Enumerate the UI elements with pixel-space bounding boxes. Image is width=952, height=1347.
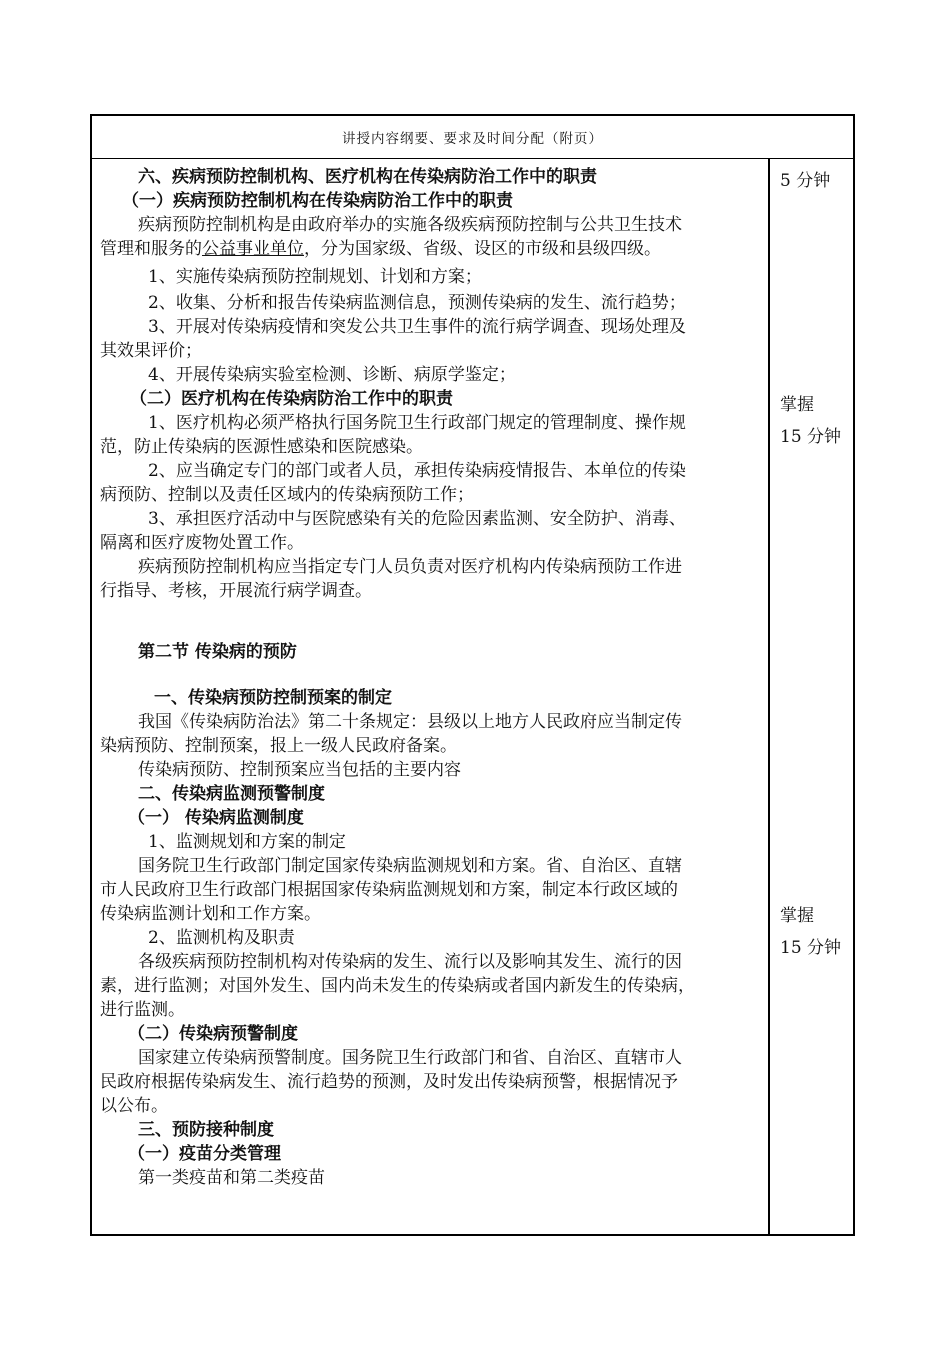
section-heading: 六、疾病预防控制机构、医疗机构在传染病防治工作中的职责 [138,167,597,187]
requirement-label: 掌握 [780,395,814,415]
body-text-line: 行指导、考核，开展流行病学调查。 [100,581,372,601]
section-heading: 二、传染病监测预警制度 [138,784,325,804]
requirement-label: 掌握 [780,906,814,926]
body-text-line: 3、开展对传染病疫情和突发公共卫生事件的流行病学调查、现场处理及 [148,317,686,337]
outline-table [90,114,855,1236]
body-text-line: 传染病监测计划和工作方案。 [100,904,321,924]
body-text-line: 国家建立传染病预警制度。国务院卫生行政部门和省、自治区、直辖市人 [138,1048,682,1068]
text-segment: 管理和服务的 [100,239,202,259]
section-heading: （一） 传染病监测制度 [128,808,304,828]
body-text-line [100,237,661,261]
section-heading: 三、预防接种制度 [138,1120,274,1140]
section-heading: （一）疫苗分类管理 [128,1144,281,1164]
section-heading: （一）疾病预防控制机构在传染病防治工作中的职责 [122,191,513,211]
body-text-line: 2、监测机构及职责 [148,928,295,948]
body-text-line: 进行监测。 [100,1000,185,1020]
body-text-line: 其效果评价； [100,341,202,361]
body-text-line: 2、应当确定专门的部门或者人员，承担传染病疫情报告、本单位的传染 [148,461,686,481]
text-segment: ，分为国家级、省级、设区的市级和县级四级。 [304,239,661,259]
section-heading: （二）医疗机构在传染病防治工作中的职责 [130,389,453,409]
section-heading: 第二节 传染病的预防 [138,642,297,662]
body-text-line: 1、实施传染病预防控制规划、计划和方案； [148,267,482,287]
body-text-line: 隔离和医疗废物处置工作。 [100,533,304,553]
section-heading: （二）传染病预警制度 [128,1024,298,1044]
body-text-line: 范，防止传染病的医源性感染和医院感染。 [100,437,423,457]
body-text-line: 4、开展传染病实验室检测、诊断、病原学鉴定； [148,365,516,385]
body-text-line: 各级疾病预防控制机构对传染病的发生、流行以及影响其发生、流行的因 [138,952,682,972]
body-text-line: 素，进行监测；对国外发生、国内尚未发生的传染病或者国内新发生的传染病， [100,976,695,996]
body-text-line: 我国《传染病防治法》第二十条规定：县级以上地方人民政府应当制定传 [138,712,682,732]
body-text-line: 病预防、控制以及责任区域内的传染病预防工作； [100,485,474,505]
body-text-line: 民政府根据传染病发生、流行趋势的预测，及时发出传染病预警，根据情况予 [100,1072,678,1092]
body-text-line: 疾病预防控制机构应当指定专门人员负责对医疗机构内传染病预防工作进 [138,557,682,577]
time-allocation: 15 分钟 [780,427,842,447]
body-text-line: 市人民政府卫生行政部门根据国家传染病监测规划和方案，制定本行政区域的 [100,880,678,900]
body-text-line: 第一类疫苗和第二类疫苗 [138,1168,325,1188]
body-text-line: 1、医疗机构必须严格执行国务院卫生行政部门规定的管理制度、操作规 [148,413,686,433]
body-text-line: 国务院卫生行政部门制定国家传染病监测规划和方案。省、自治区、直辖 [138,856,682,876]
body-text-line: 染病预防、控制预案，报上一级人民政府备案。 [100,736,457,756]
time-allocation: 5 分钟 [780,171,831,191]
body-text-line: 2、收集、分析和报告传染病监测信息，预测传染病的发生、流行趋势； [148,293,686,313]
body-text-line: 疾病预防控制机构是由政府举办的实施各级疾病预防控制与公共卫生技术 [138,215,682,235]
section-heading: 一、传染病预防控制预案的制定 [154,688,392,708]
time-allocation: 15 分钟 [780,938,842,958]
column-divider [768,159,770,1234]
body-text-line: 1、监测规划和方案的制定 [148,832,346,852]
body-text-line: 3、承担医疗活动中与医院感染有关的危险因素监测、安全防护、消毒、 [148,509,686,529]
body-text-line: 传染病预防、控制预案应当包括的主要内容 [138,760,461,780]
underlined-link[interactable]: 公益事业单位 [202,239,304,259]
body-text-line: 以公布。 [100,1096,168,1116]
table-header: 讲授内容纲要、要求及时间分配（附页） [92,116,853,159]
